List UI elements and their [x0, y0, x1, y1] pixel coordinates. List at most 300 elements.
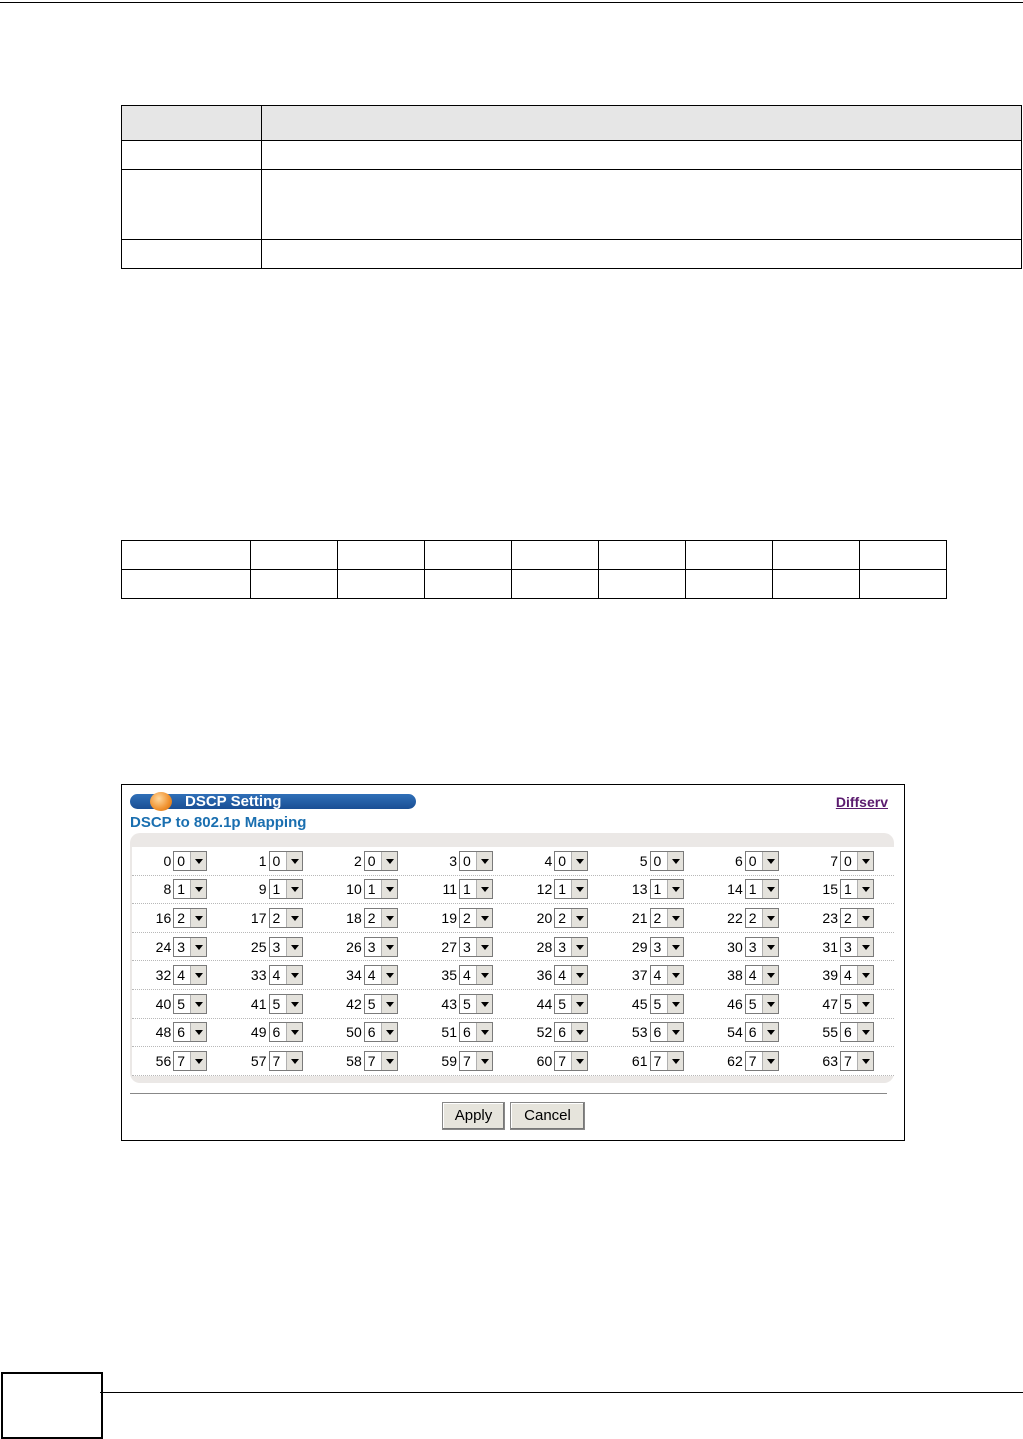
dscp-value-label: 38 — [727, 967, 743, 984]
priority-select[interactable] — [173, 1022, 207, 1042]
mapping-row — [132, 990, 894, 1019]
chevron-down-icon[interactable] — [476, 852, 492, 870]
dscp-value-label: 21 — [631, 909, 648, 926]
dscp-value-label: 8 — [163, 881, 172, 898]
chevron-down-icon[interactable] — [857, 852, 873, 870]
priority-select[interactable] — [459, 937, 493, 957]
chevron-down-icon[interactable] — [286, 938, 302, 956]
priority-select[interactable] — [554, 908, 588, 928]
priority-select-value: 5 — [558, 995, 567, 1012]
table-row — [122, 541, 947, 570]
priority-select[interactable] — [459, 851, 493, 871]
priority-select-value: 3 — [748, 938, 757, 955]
priority-select-value: 0 — [844, 852, 852, 869]
priority-select-value: 1 — [653, 881, 662, 898]
chevron-down-icon[interactable] — [476, 938, 492, 956]
mapping-cell — [513, 879, 608, 899]
mapping-cell — [799, 994, 894, 1014]
priority-select-value: 0 — [272, 852, 281, 869]
priority-select-value: 6 — [748, 1024, 757, 1041]
priority-select-value: 6 — [844, 1024, 852, 1041]
mapping-cell — [132, 937, 227, 957]
table-row — [122, 570, 947, 599]
mapping-cell — [132, 1051, 227, 1071]
chevron-down-icon[interactable] — [286, 995, 302, 1013]
priority-select-value: 5 — [748, 995, 757, 1012]
priority-select[interactable] — [364, 994, 398, 1014]
mapping-row — [132, 933, 894, 962]
diffserv-link[interactable]: Diffserv — [835, 794, 888, 810]
mapping-cell — [132, 879, 227, 899]
chevron-down-icon[interactable] — [667, 1023, 683, 1041]
chevron-down-icon[interactable] — [286, 880, 302, 898]
priority-select[interactable] — [173, 851, 207, 871]
priority-select[interactable] — [745, 1051, 779, 1071]
mapping-grid — [132, 847, 894, 1076]
mapping-cell — [227, 965, 322, 985]
mapping-cell — [799, 1022, 894, 1042]
priority-select-value: 4 — [653, 967, 662, 984]
dscp-value-label: 32 — [155, 967, 172, 984]
priority-select-value: 0 — [177, 852, 186, 869]
priority-select[interactable] — [269, 908, 303, 928]
chevron-down-icon[interactable] — [286, 909, 302, 927]
priority-select[interactable] — [173, 965, 207, 985]
dscp-value-label: 5 — [639, 852, 648, 869]
priority-select-value: 6 — [367, 1024, 376, 1041]
dscp-value-label: 48 — [155, 1024, 172, 1041]
chevron-down-icon[interactable] — [476, 995, 492, 1013]
priority-select-value: 4 — [367, 967, 376, 984]
chevron-down-icon[interactable] — [762, 966, 778, 984]
dscp-value-label: 26 — [346, 938, 362, 955]
priority-select[interactable] — [554, 1051, 588, 1071]
priority-select-value: 2 — [748, 909, 757, 926]
chevron-down-icon[interactable] — [286, 1023, 302, 1041]
mapping-cell — [704, 879, 799, 899]
chevron-down-icon[interactable] — [762, 995, 778, 1013]
table-header-row — [122, 106, 1022, 141]
mapping-row — [132, 1019, 894, 1048]
mapping-cell — [799, 908, 894, 928]
chevron-down-icon[interactable] — [571, 852, 587, 870]
priority-select[interactable] — [840, 908, 874, 928]
chevron-down-icon[interactable] — [571, 938, 587, 956]
dscp-value-label: 18 — [346, 909, 362, 926]
chevron-down-icon[interactable] — [857, 880, 873, 898]
chevron-down-icon[interactable] — [476, 909, 492, 927]
orange-orb-icon — [150, 792, 172, 811]
priority-select[interactable] — [840, 1022, 874, 1042]
mapping-cell — [227, 1051, 322, 1071]
mapping-summary-table — [121, 540, 947, 599]
priority-select[interactable] — [173, 937, 207, 957]
priority-select[interactable] — [554, 994, 588, 1014]
chevron-down-icon[interactable] — [381, 880, 397, 898]
priority-select[interactable] — [840, 1051, 874, 1071]
dscp-value-label: 10 — [346, 881, 362, 898]
dscp-value-label: 61 — [631, 1052, 648, 1069]
priority-select[interactable] — [650, 937, 684, 957]
mapping-cell — [227, 994, 322, 1014]
mapping-cell — [704, 908, 799, 928]
mapping-cell — [418, 1051, 513, 1071]
priority-select-value: 2 — [844, 909, 852, 926]
priority-select-value: 4 — [177, 967, 186, 984]
chevron-down-icon[interactable] — [571, 880, 587, 898]
dscp-value-label: 35 — [441, 967, 457, 984]
dscp-value-label: 46 — [727, 995, 743, 1012]
priority-select-value: 3 — [653, 938, 662, 955]
dscp-value-label: 24 — [155, 938, 172, 955]
priority-select[interactable] — [269, 879, 303, 899]
chevron-down-icon[interactable] — [190, 995, 206, 1013]
dscp-value-label: 63 — [822, 1052, 838, 1069]
priority-select-value: 3 — [558, 938, 567, 955]
priority-select[interactable] — [650, 879, 684, 899]
mapping-cell — [608, 1022, 703, 1042]
chevron-down-icon[interactable] — [381, 1023, 397, 1041]
chevron-down-icon[interactable] — [667, 909, 683, 927]
mapping-row — [132, 1047, 894, 1076]
dscp-value-label: 30 — [727, 938, 743, 955]
priority-select[interactable] — [459, 1051, 493, 1071]
mapping-cell — [227, 908, 322, 928]
mapping-cell — [799, 879, 894, 899]
priority-select-value: 1 — [177, 881, 186, 898]
priority-select[interactable] — [459, 994, 493, 1014]
priority-select-value: 7 — [653, 1052, 662, 1069]
mapping-cell — [799, 965, 894, 985]
chevron-down-icon[interactable] — [286, 1052, 302, 1070]
priority-select-value: 7 — [558, 1052, 567, 1069]
priority-select-value: 6 — [558, 1024, 567, 1041]
priority-select-value: 6 — [463, 1024, 471, 1041]
mapping-cell — [799, 1051, 894, 1071]
priority-select-value: 4 — [272, 967, 281, 984]
priority-select[interactable] — [650, 965, 684, 985]
priority-select[interactable] — [840, 879, 874, 899]
dscp-value-label: 43 — [441, 995, 457, 1012]
dscp-value-label: 4 — [544, 852, 553, 869]
priority-select[interactable] — [364, 908, 398, 928]
chevron-down-icon[interactable] — [571, 995, 587, 1013]
dscp-value-label: 45 — [631, 995, 648, 1012]
priority-select-value: 0 — [558, 852, 567, 869]
dscp-value-label: 20 — [536, 909, 553, 926]
priority-select[interactable] — [269, 1022, 303, 1042]
cancel-button[interactable]: Cancel — [510, 1102, 585, 1130]
chevron-down-icon[interactable] — [381, 938, 397, 956]
page-number-box — [1, 1372, 103, 1439]
priority-select-value: 3 — [463, 938, 471, 955]
priority-select[interactable] — [173, 994, 207, 1014]
priority-select[interactable] — [745, 851, 779, 871]
priority-select-value: 7 — [463, 1052, 471, 1069]
chevron-down-icon[interactable] — [667, 880, 683, 898]
chevron-down-icon[interactable] — [762, 1052, 778, 1070]
priority-select-value: 4 — [844, 967, 852, 984]
chevron-down-icon[interactable] — [381, 909, 397, 927]
chevron-down-icon[interactable] — [571, 1052, 587, 1070]
priority-select[interactable] — [840, 851, 874, 871]
chevron-down-icon[interactable] — [381, 1052, 397, 1070]
chevron-down-icon[interactable] — [476, 1052, 492, 1070]
priority-select-value: 6 — [177, 1024, 186, 1041]
priority-select[interactable] — [650, 1051, 684, 1071]
dscp-value-label: 60 — [536, 1052, 553, 1069]
priority-select-value: 0 — [748, 852, 757, 869]
priority-select[interactable] — [745, 879, 779, 899]
priority-select[interactable] — [650, 994, 684, 1014]
priority-select-value: 4 — [558, 967, 567, 984]
chevron-down-icon[interactable] — [762, 852, 778, 870]
dscp-value-label: 14 — [727, 881, 743, 898]
mapping-cell — [418, 965, 513, 985]
priority-select[interactable] — [554, 879, 588, 899]
priority-select-value: 4 — [748, 967, 757, 984]
priority-select[interactable] — [554, 851, 588, 871]
chevron-down-icon[interactable] — [381, 995, 397, 1013]
chevron-down-icon[interactable] — [667, 938, 683, 956]
priority-select[interactable] — [554, 965, 588, 985]
priority-select[interactable] — [269, 851, 303, 871]
priority-select[interactable] — [650, 851, 684, 871]
priority-select[interactable] — [364, 965, 398, 985]
chevron-down-icon[interactable] — [762, 880, 778, 898]
dscp-value-label: 56 — [155, 1052, 172, 1069]
priority-select[interactable] — [269, 937, 303, 957]
priority-select[interactable] — [554, 937, 588, 957]
table-row — [122, 141, 1022, 170]
dscp-value-label: 3 — [449, 852, 457, 869]
mapping-cell — [132, 908, 227, 928]
mapping-cell — [323, 851, 418, 871]
priority-select[interactable] — [745, 937, 779, 957]
priority-select[interactable] — [459, 879, 493, 899]
priority-select[interactable] — [269, 1051, 303, 1071]
priority-select[interactable] — [364, 1022, 398, 1042]
dscp-value-label: 2 — [353, 852, 362, 869]
chevron-down-icon[interactable] — [190, 938, 206, 956]
chevron-down-icon[interactable] — [762, 909, 778, 927]
mapping-cell — [608, 937, 703, 957]
priority-select[interactable] — [745, 994, 779, 1014]
priority-select[interactable] — [173, 1051, 207, 1071]
chevron-down-icon[interactable] — [857, 1023, 873, 1041]
chevron-down-icon[interactable] — [667, 966, 683, 984]
priority-select-value: 2 — [367, 909, 376, 926]
mapping-row — [132, 876, 894, 905]
chevron-down-icon[interactable] — [762, 1023, 778, 1041]
mapping-row — [132, 961, 894, 990]
priority-select[interactable] — [364, 851, 398, 871]
priority-select-value: 7 — [272, 1052, 281, 1069]
mapping-cell — [132, 1022, 227, 1042]
dscp-value-label: 28 — [536, 938, 553, 955]
dscp-value-label: 1 — [258, 852, 267, 869]
priority-select[interactable] — [745, 965, 779, 985]
priority-select[interactable] — [840, 937, 874, 957]
chevron-down-icon[interactable] — [571, 909, 587, 927]
dscp-value-label: 17 — [250, 909, 267, 926]
priority-select-value: 5 — [844, 995, 852, 1012]
mapping-cell — [513, 908, 608, 928]
chevron-down-icon[interactable] — [286, 852, 302, 870]
chevron-down-icon[interactable] — [571, 1023, 587, 1041]
dscp-value-label: 16 — [155, 909, 172, 926]
chevron-down-icon[interactable] — [190, 1052, 206, 1070]
chevron-down-icon[interactable] — [190, 880, 206, 898]
mapping-cell — [513, 937, 608, 957]
priority-select-value: 4 — [463, 967, 471, 984]
priority-select[interactable] — [554, 1022, 588, 1042]
chevron-down-icon[interactable] — [190, 1023, 206, 1041]
priority-select-value: 1 — [748, 881, 757, 898]
dscp-value-label: 54 — [727, 1024, 743, 1041]
priority-select[interactable] — [459, 965, 493, 985]
priority-select[interactable] — [840, 965, 874, 985]
chevron-down-icon[interactable] — [381, 852, 397, 870]
dscp-value-label: 33 — [250, 967, 267, 984]
chevron-down-icon[interactable] — [476, 1023, 492, 1041]
priority-select[interactable] — [269, 994, 303, 1014]
mapping-cell — [227, 879, 322, 899]
mapping-cell — [132, 965, 227, 985]
mapping-row — [132, 904, 894, 933]
chevron-down-icon[interactable] — [286, 966, 302, 984]
priority-select-value: 7 — [844, 1052, 852, 1069]
dscp-value-label: 57 — [250, 1052, 267, 1069]
chevron-down-icon[interactable] — [667, 995, 683, 1013]
dscp-value-label: 55 — [822, 1024, 838, 1041]
chevron-down-icon[interactable] — [762, 938, 778, 956]
footer-rule — [100, 1392, 1023, 1393]
priority-select-value: 5 — [177, 995, 186, 1012]
priority-select[interactable] — [650, 1022, 684, 1042]
priority-select[interactable] — [364, 1051, 398, 1071]
chevron-down-icon[interactable] — [190, 966, 206, 984]
priority-select-value: 7 — [367, 1052, 376, 1069]
dscp-value-label: 49 — [250, 1024, 267, 1041]
priority-select[interactable] — [459, 908, 493, 928]
panel-title: DSCP Setting — [185, 793, 282, 810]
mapping-cell — [323, 994, 418, 1014]
priority-select-value: 5 — [463, 995, 471, 1012]
chevron-down-icon[interactable] — [667, 852, 683, 870]
mapping-cell — [323, 908, 418, 928]
mapping-cell — [704, 851, 799, 871]
priority-select[interactable] — [745, 908, 779, 928]
priority-select[interactable] — [650, 908, 684, 928]
mapping-cell — [132, 851, 227, 871]
dscp-value-label: 15 — [822, 881, 838, 898]
chevron-down-icon[interactable] — [857, 966, 873, 984]
mapping-cell — [227, 851, 322, 871]
priority-select-value: 5 — [653, 995, 662, 1012]
priority-select-value: 0 — [653, 852, 662, 869]
dscp-value-label: 7 — [830, 852, 838, 869]
priority-select[interactable] — [745, 1022, 779, 1042]
priority-select-value: 3 — [177, 938, 186, 955]
chevron-down-icon[interactable] — [857, 1052, 873, 1070]
dscp-value-label: 40 — [155, 995, 172, 1012]
chevron-down-icon[interactable] — [857, 909, 873, 927]
chevron-down-icon[interactable] — [857, 938, 873, 956]
priority-select-value: 6 — [653, 1024, 662, 1041]
apply-button[interactable]: Apply — [442, 1102, 505, 1130]
mapping-cell — [418, 994, 513, 1014]
priority-select-value: 3 — [844, 938, 852, 955]
dscp-value-label: 53 — [631, 1024, 648, 1041]
dscp-value-label: 27 — [441, 938, 457, 955]
dscp-value-label: 42 — [346, 995, 362, 1012]
mapping-cell — [513, 994, 608, 1014]
mapping-cell — [513, 965, 608, 985]
priority-select-value: 6 — [272, 1024, 281, 1041]
dscp-value-label: 23 — [822, 909, 838, 926]
mapping-cell — [513, 1022, 608, 1042]
dscp-value-label: 50 — [346, 1024, 362, 1041]
chevron-down-icon[interactable] — [476, 966, 492, 984]
mapping-cell — [513, 1051, 608, 1071]
mapping-cell — [704, 1051, 799, 1071]
priority-select-value: 0 — [463, 852, 471, 869]
priority-select-value: 7 — [177, 1052, 186, 1069]
mapping-cell — [704, 965, 799, 985]
priority-select-value: 5 — [272, 995, 281, 1012]
chevron-down-icon[interactable] — [190, 852, 206, 870]
dscp-value-label: 39 — [822, 967, 838, 984]
table-row — [122, 240, 1022, 269]
dscp-value-label: 62 — [727, 1052, 743, 1069]
title-bar — [130, 794, 416, 809]
mapping-cell — [608, 851, 703, 871]
dscp-value-label: 12 — [536, 881, 553, 898]
panel-subtitle: DSCP to 802.1p Mapping — [130, 814, 307, 831]
chevron-down-icon[interactable] — [381, 966, 397, 984]
mapping-cell — [608, 908, 703, 928]
chevron-down-icon[interactable] — [476, 880, 492, 898]
priority-select-value: 1 — [558, 881, 567, 898]
dscp-value-label: 9 — [258, 881, 267, 898]
priority-select[interactable] — [840, 994, 874, 1014]
mapping-cell — [418, 879, 513, 899]
priority-select[interactable] — [173, 879, 207, 899]
mapping-cell — [608, 879, 703, 899]
priority-select[interactable] — [364, 879, 398, 899]
dscp-value-label: 58 — [346, 1052, 362, 1069]
chevron-down-icon[interactable] — [190, 909, 206, 927]
priority-select[interactable] — [173, 908, 207, 928]
mapping-cell — [704, 937, 799, 957]
mapping-cell — [799, 851, 894, 871]
dscp-value-label: 44 — [536, 995, 553, 1012]
mapping-cell — [608, 965, 703, 985]
priority-select-value: 2 — [653, 909, 662, 926]
mapping-cell — [418, 937, 513, 957]
dscp-value-label: 34 — [346, 967, 362, 984]
chevron-down-icon[interactable] — [667, 1052, 683, 1070]
mapping-cell — [608, 994, 703, 1014]
priority-select[interactable] — [459, 1022, 493, 1042]
priority-select[interactable] — [364, 937, 398, 957]
header-rule — [0, 2, 1023, 3]
chevron-down-icon[interactable] — [571, 966, 587, 984]
chevron-down-icon[interactable] — [857, 995, 873, 1013]
priority-select[interactable] — [269, 965, 303, 985]
dscp-value-label: 13 — [631, 881, 648, 898]
